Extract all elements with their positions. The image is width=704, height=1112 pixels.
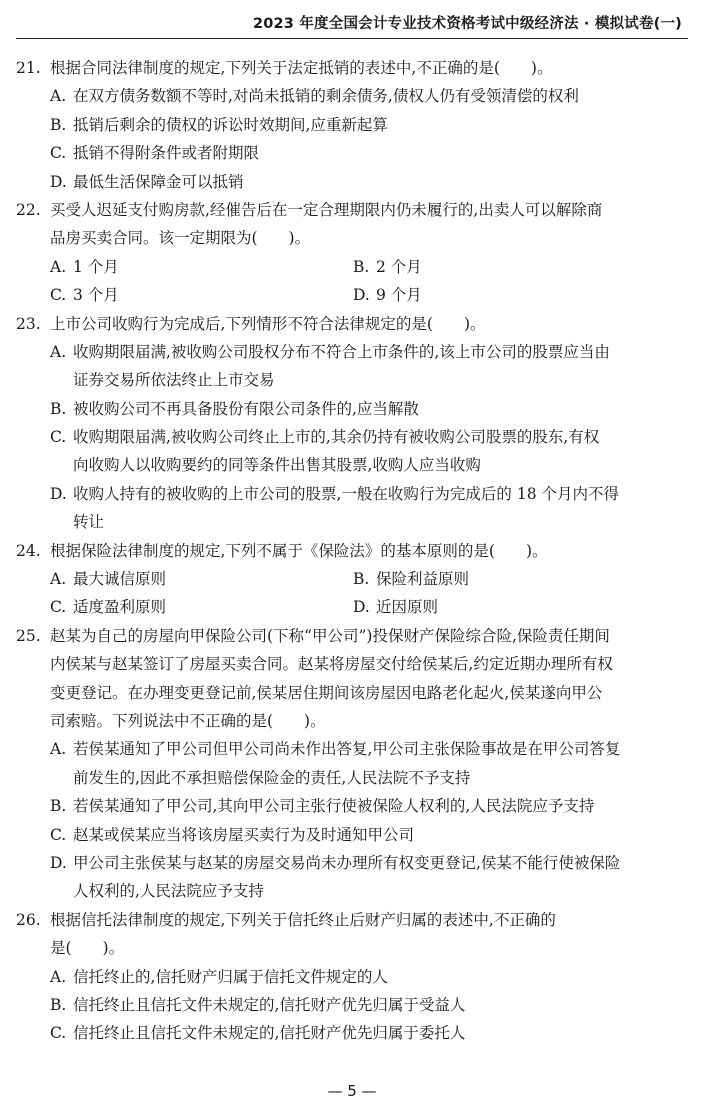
option-key: B.: [50, 115, 67, 134]
question-block: [16, 622, 682, 906]
question-stem-line: [16, 906, 682, 934]
option-text: 在双方债务数额不等时,对尚未抵销的剩余债务,债权人仍有受领清偿的权利: [73, 87, 579, 106]
answer-option: [50, 565, 353, 593]
option-key: A.: [50, 967, 67, 986]
option-key: B.: [50, 995, 67, 1014]
question-number: 26.: [16, 910, 41, 929]
option-text: 2 个月: [376, 257, 422, 276]
answer-option: [16, 139, 682, 167]
option-text: 3 个月: [73, 286, 119, 305]
option-text: 信托终止且信托文件未规定的,信托财产优先归属于受益人: [73, 995, 466, 1014]
option-text: 收购期限届满,被收购公司终止上市的,其余仍持有被收购公司股票的股东,有权: [73, 428, 600, 447]
answer-option: [16, 338, 682, 366]
answer-option: [16, 792, 682, 820]
option-key: C.: [50, 825, 67, 844]
question-number: 22.: [16, 200, 41, 219]
question-stem-line: [16, 650, 682, 678]
question-stem-line: [16, 224, 682, 252]
option-key: C.: [50, 286, 67, 305]
option-key: D.: [353, 598, 370, 617]
question-stem-line: [16, 537, 682, 565]
question-stem-text: 买受人迟延支付购房款,经催告后在一定合理期限内仍未履行的,出卖人可以解除商: [50, 200, 603, 219]
question-stem-text: 上市公司收购行为完成后,下列情形不符合法律规定的是( )。: [50, 314, 486, 333]
answer-option: [16, 508, 682, 536]
question-stem-line: [16, 54, 682, 82]
option-key: A.: [50, 740, 67, 759]
answer-option: [50, 253, 353, 281]
option-key: C.: [50, 144, 67, 163]
option-key: C.: [50, 428, 67, 447]
question-stem-line: [16, 934, 682, 962]
question-block: [16, 54, 682, 196]
option-text: 收购人持有的被收购的上市公司的股票,一般在收购行为完成后的 18 个月内不得: [73, 484, 620, 503]
answer-option: [16, 963, 682, 991]
question-stem-line: [16, 679, 682, 707]
question-stem-text: 变更登记。在办理变更登记前,侯某居住期间该房屋因电路老化起火,侯某遂向甲公: [50, 683, 603, 702]
question-block: [16, 537, 682, 622]
question-stem-text: 品房买卖合同。该一定期限为( )。: [50, 229, 311, 248]
option-text: 近因原则: [376, 598, 439, 617]
option-text: 抵销不得附条件或者附期限: [73, 144, 260, 163]
answer-option-row: [16, 565, 682, 593]
answer-option: [353, 593, 656, 621]
answer-option: [16, 991, 682, 1019]
option-text: 被收购公司不再具备股份有限公司条件的,应当解散: [73, 399, 419, 418]
option-key: D.: [353, 286, 370, 305]
question-block: [16, 196, 682, 310]
answer-option: [50, 593, 353, 621]
option-text: 证券交易所依法终止上市交易: [73, 371, 275, 390]
answer-option: [16, 168, 682, 196]
question-stem-text: 赵某为自己的房屋向甲保险公司(下称“甲公司”)投保财产保险综合险,保险责任期间: [50, 626, 610, 645]
answer-option: [16, 735, 682, 763]
answer-option: [16, 877, 682, 905]
option-text: 若侯某通知了甲公司,其向甲公司主张行使被保险人权利的,人民法院应予支持: [73, 797, 595, 816]
option-key: A.: [50, 570, 67, 589]
option-key: B.: [50, 797, 67, 816]
question-stem-text: 司索赔。下列说法中不正确的是( )。: [50, 711, 326, 730]
question-number: 21.: [16, 59, 41, 77]
answer-option: [16, 821, 682, 849]
question-stem-line: [16, 196, 682, 224]
question-number: 25.: [16, 626, 41, 645]
question-number: 23.: [16, 314, 41, 333]
option-text: 信托终止且信托文件未规定的,信托财产优先归属于委托人: [73, 1024, 466, 1043]
option-text: 向收购人以收购要约的同等条件出售其股票,收购人应当收购: [73, 456, 481, 475]
option-key: D.: [50, 172, 67, 191]
option-text: 9 个月: [376, 286, 422, 305]
option-text: 保险利益原则: [376, 570, 470, 589]
answer-option: [16, 764, 682, 792]
question-stem-text: 内侯某与赵某签订了房屋买卖合同。赵某将房屋交付给侯某后,约定近期办理所有权: [50, 655, 613, 674]
question-stem-text: 根据合同法律制度的规定,下列关于法定抵销的表述中,不正确的是( )。: [50, 59, 553, 77]
answer-option: [353, 253, 656, 281]
answer-option: [16, 82, 682, 110]
answer-option-row: [16, 281, 682, 309]
question-stem-text: 根据保险法律制度的规定,下列不属于《保险法》的基本原则的是( )。: [50, 541, 548, 560]
option-text: 适度盈利原则: [73, 598, 167, 617]
page-number: — 5 —: [327, 1082, 377, 1100]
option-key: D.: [50, 484, 67, 503]
page-header-title: 2023 年度全国会计专业技术资格考试中级经济法 · 模拟试卷(一): [252, 16, 682, 32]
answer-option-row: [16, 593, 682, 621]
option-text: 前发生的,因此不承担赔偿保险金的责任,人民法院不予支持: [73, 768, 471, 787]
option-text: 收购期限届满,被收购公司股权分布不符合上市条件的,该上市公司的股票应当由: [73, 342, 610, 361]
answer-option: [50, 281, 353, 309]
option-key: C.: [50, 1024, 67, 1043]
header-divider: [16, 38, 688, 39]
answer-option-row: [16, 253, 682, 281]
option-key: B.: [50, 399, 67, 418]
option-key: B.: [353, 570, 370, 589]
option-text: 抵销后剩余的债权的诉讼时效期间,应重新起算: [73, 115, 388, 134]
question-stem-line: [16, 707, 682, 735]
option-text: 1 个月: [73, 257, 119, 276]
option-text: 最低生活保障金可以抵销: [73, 172, 244, 191]
answer-option: [16, 366, 682, 394]
option-text: 赵某或侯某应当将该房屋买卖行为及时通知甲公司: [73, 825, 415, 844]
option-text: 甲公司主张侯某与赵某的房屋交易尚未办理所有权变更登记,侯某不能行使被保险: [73, 853, 621, 872]
question-stem-text: 是( )。: [50, 939, 125, 958]
answer-option: [16, 111, 682, 139]
answer-option: [16, 1019, 682, 1047]
option-text: 若侯某通知了甲公司但甲公司尚未作出答复,甲公司主张保险事故是在甲公司答复: [73, 740, 621, 759]
question-stem-line: [16, 310, 682, 338]
option-key: C.: [50, 598, 67, 617]
question-block: [16, 906, 682, 1048]
question-list: [16, 54, 682, 1048]
option-key: A.: [50, 87, 67, 106]
option-text: 最大诚信原则: [73, 570, 167, 589]
option-text: 人权利的,人民法院应予支持: [73, 882, 264, 901]
answer-option: [353, 565, 656, 593]
question-number: 24.: [16, 541, 41, 560]
option-text: 信托终止的,信托财产归属于信托文件规定的人: [73, 967, 388, 986]
option-key: B.: [353, 257, 370, 276]
answer-option: [16, 480, 682, 508]
answer-option: [16, 423, 682, 451]
option-text: 转让: [73, 513, 105, 532]
answer-option: [16, 451, 682, 479]
answer-option: [16, 395, 682, 423]
option-key: D.: [50, 853, 67, 872]
answer-option: [353, 281, 656, 309]
option-key: A.: [50, 342, 67, 361]
question-stem-text: 根据信托法律制度的规定,下列关于信托终止后财产归属的表述中,不正确的: [50, 910, 556, 929]
question-stem-line: [16, 622, 682, 650]
answer-option: [16, 849, 682, 877]
option-key: A.: [50, 257, 67, 276]
question-block: [16, 310, 682, 537]
